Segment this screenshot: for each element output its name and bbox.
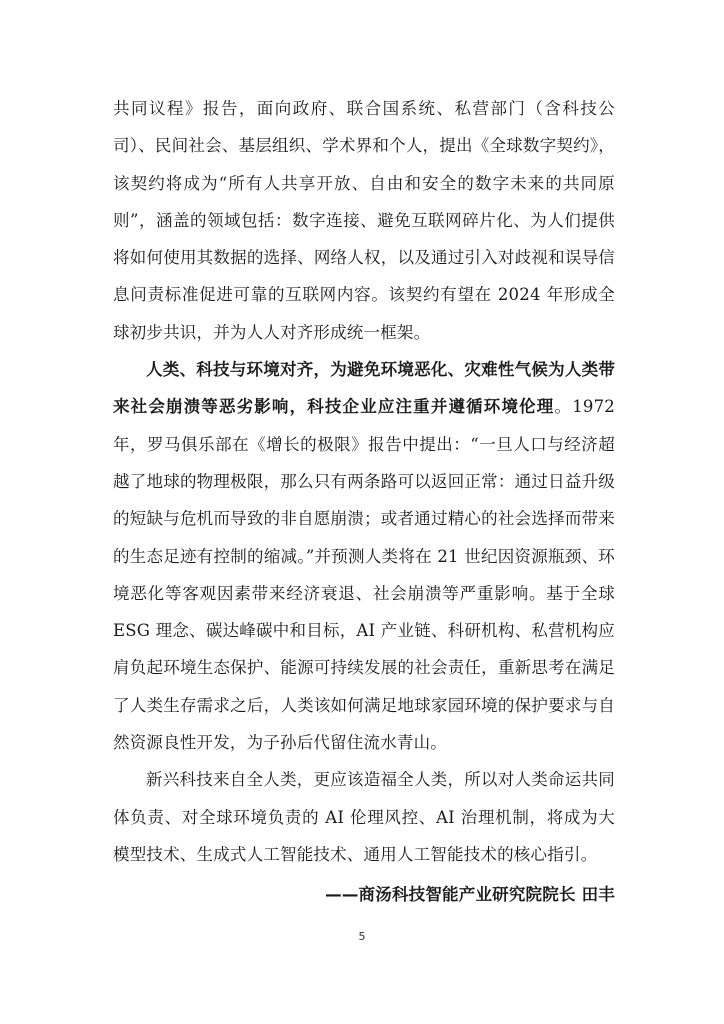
paragraph-3-text: 新兴科技来自全人类，更应该造福全人类，所以对人类命运共同体负责、对全球环境负责的 AI 伦理风控、AI 治理机制，将成为大模型技术、生成式人工智能技术、通用人工智能技术的核心指引。: [113, 770, 615, 864]
paragraph-2: [113, 351, 615, 761]
paragraph-2-bold-lead: 人类、科技与环境对齐，为避免环境恶化、灾难性气候为人类带来社会崩溃等恶劣影响，科技企业应注重并遵循环境伦理: [113, 360, 615, 417]
paragraph-1: [113, 90, 615, 351]
author-signature: ——商汤科技智能产业研究院院长 田丰: [325, 885, 615, 905]
paragraph-3: [113, 761, 615, 873]
paragraph-2-text: 。1972 年，罗马俱乐部在《增长的极限》报告中提出：“一旦人口与经济超越了地球的物理极限，那么只有两条路可以返回正常：通过日益升级的短缺与危机而导致的非自愿崩溃；或者通过精心的社会选择而带来的生态足迹有控制的缩减。”并预测人类将在 21 世纪因资源瓶颈、环境恶化等客观因素带来经济衰退、社会崩溃等严重影响。基于全球 ESG 理念、碳达峰碳中和目标，AI 产业链、科研机构、私营机构应肩负起环境生态保护、能源可持续发展的社会责任，重新思考在满足了人类生存需求之后，人类该如何满足地球家园环境的保护要求与自然资源良性开发，为子孙后代留住流水青山。: [113, 397, 616, 753]
paragraph-1-text: 共同议程》报告，面向政府、联合国系统、私营部门（含科技公司）、民间社会、基层组织、学术界和个人，提出《全球数字契约》，该契约将成为“所有人共享开放、自由和安全的数字未来的共同原则”，涵盖的领域包括：数字连接、避免互联网碎片化、为人们提供将如何使用其数据的选择、网络人权，以及通过引入对歧视和误导信息问责标准促进可靠的互联网内容。该契约有望在 2024 年形成全球初步共识，并为人人对齐形成统一框架。: [113, 99, 615, 342]
page-number: 5: [358, 930, 366, 943]
page-content: [113, 90, 615, 913]
